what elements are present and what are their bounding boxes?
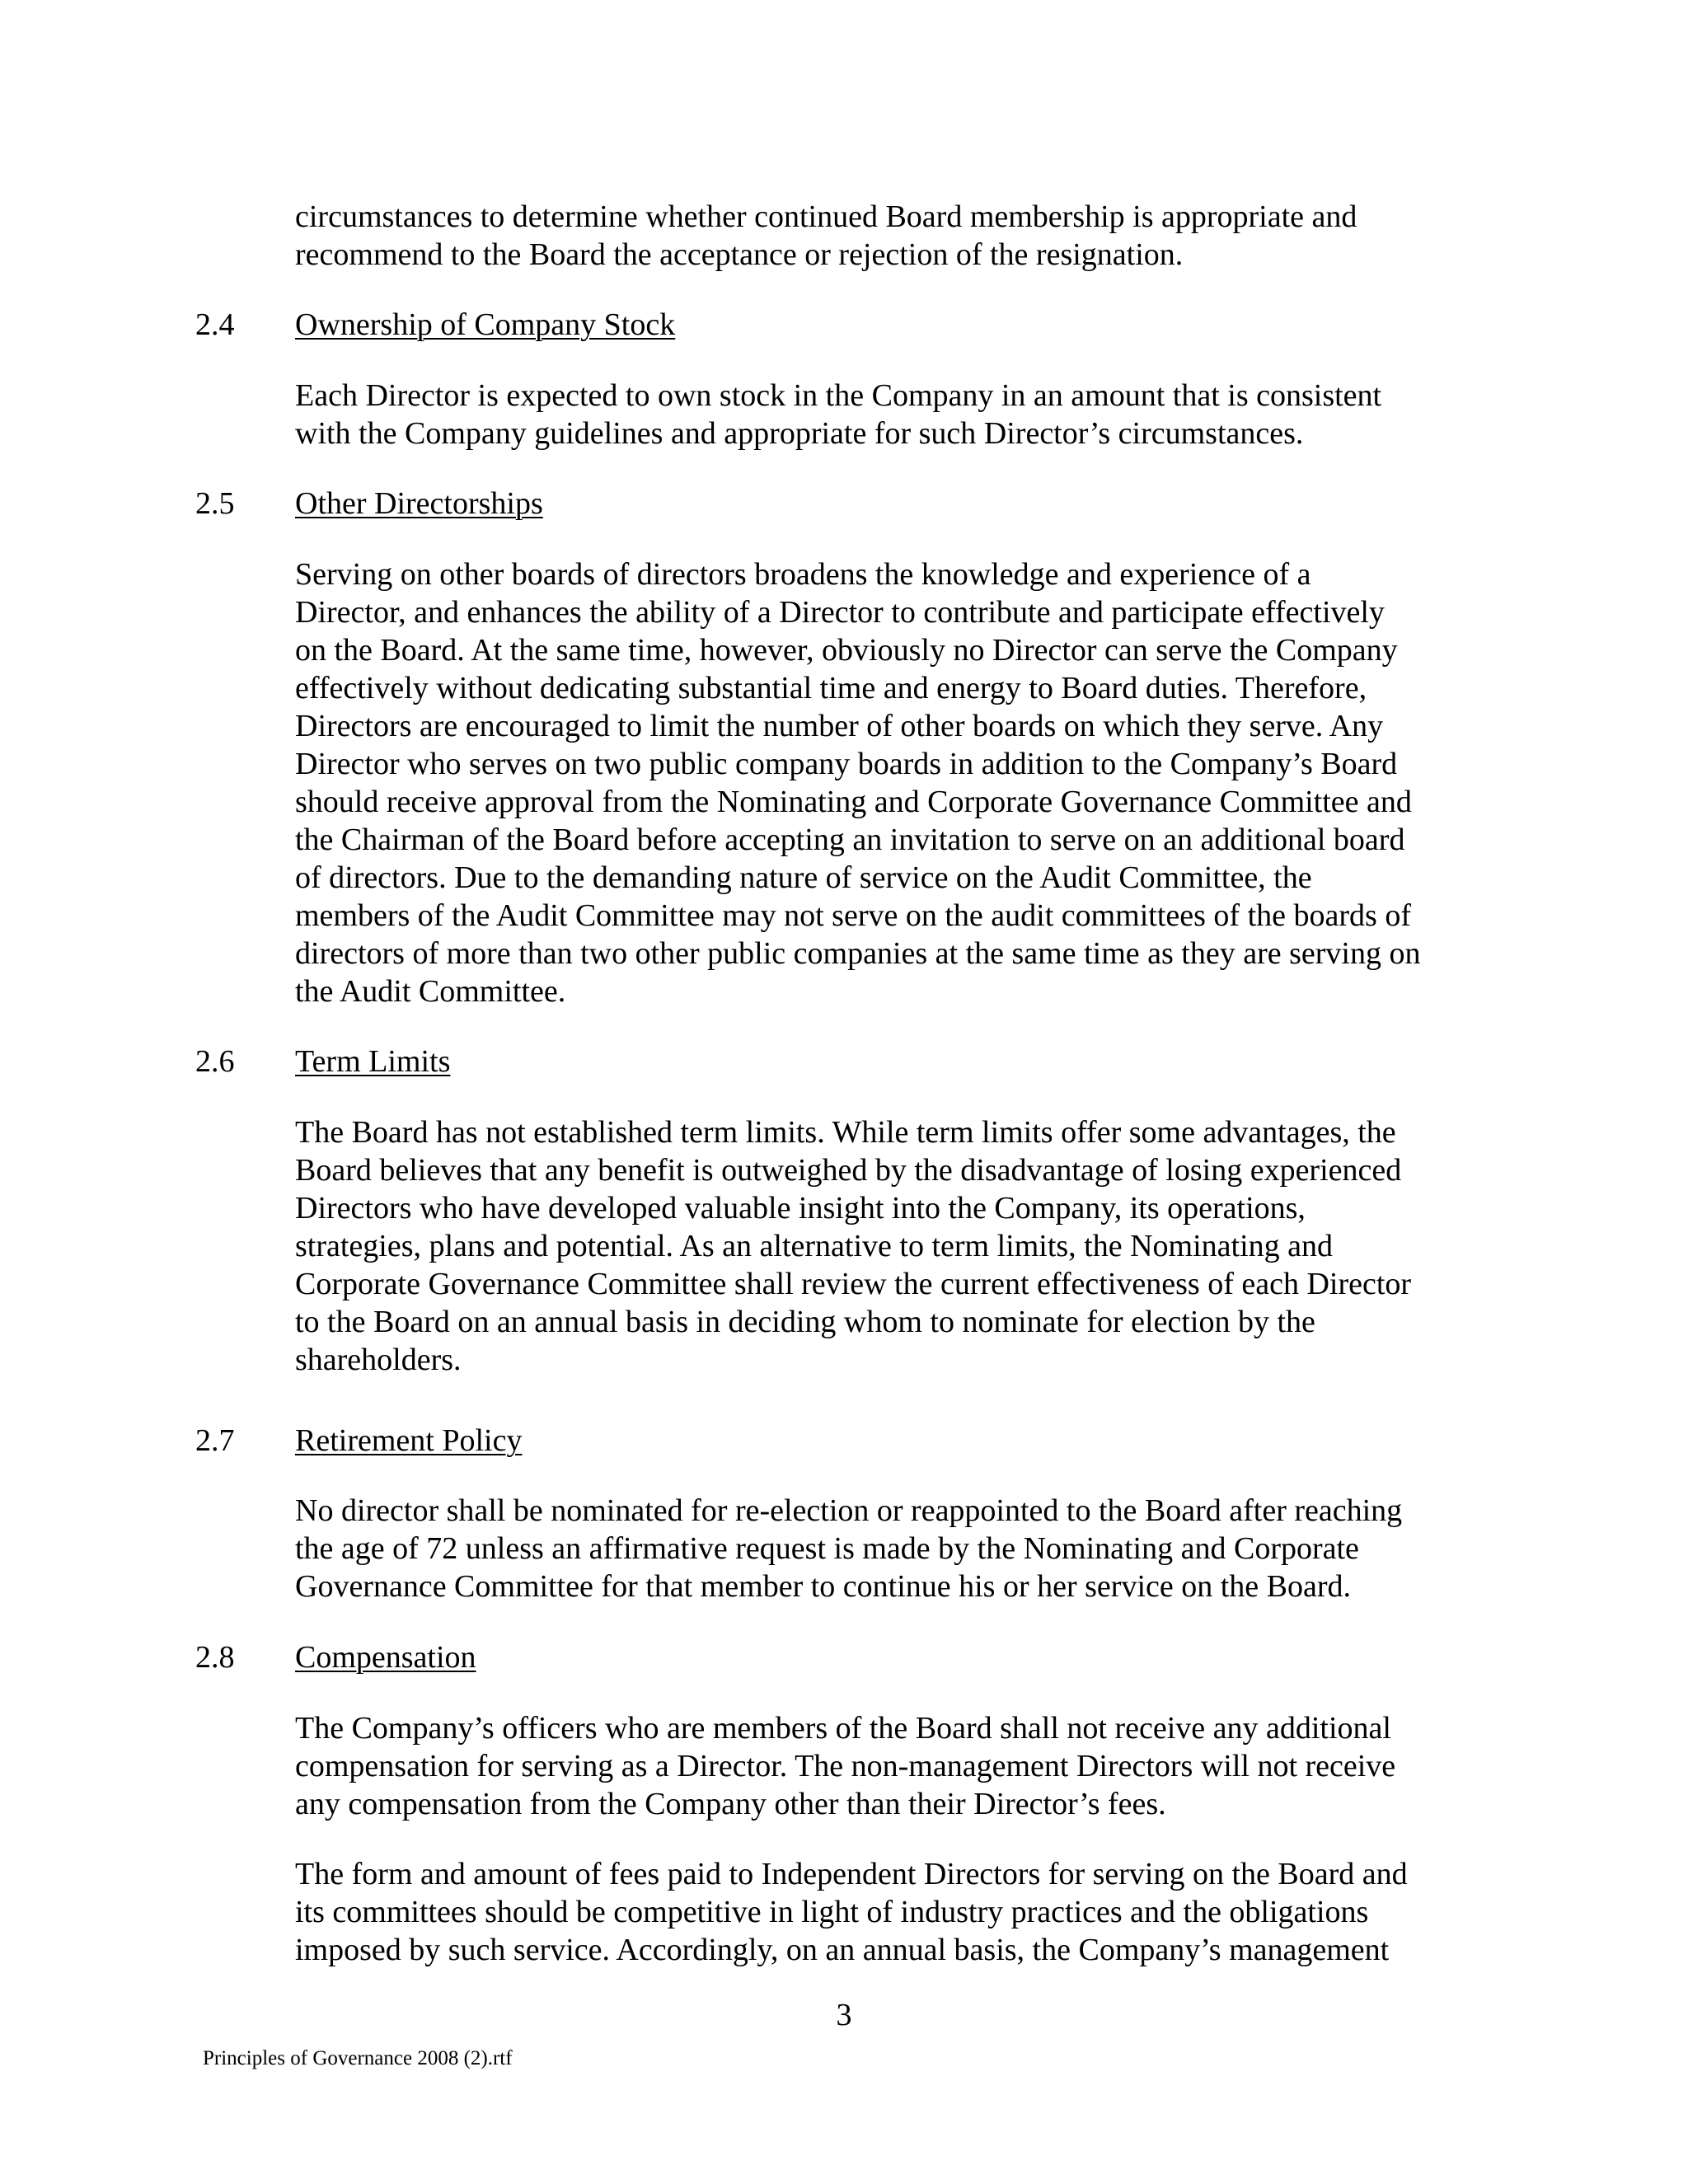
section-heading-other-directorships: Other Directorships (295, 486, 543, 521)
section-heading-ownership-of-company-stock: Ownership of Company Stock (295, 307, 676, 342)
section-heading-compensation: Compensation (295, 1640, 476, 1675)
intro-paragraph: circumstances to determine whether continued Board membership is appropriate and recommend to the Board the acceptance or rejection of the resignation. (295, 199, 1357, 272)
page-number: 3 (836, 1998, 852, 2032)
section-number-2-5: 2.5 (195, 486, 235, 521)
section-heading-term-limits: Term Limits (295, 1044, 451, 1079)
section-2-8-paragraph-2: The form and amount of fees paid to Independent Directors for serving on the Board and its committees should be competitive in light of industry practices and the obligations imposed by such service. Accordingly, on an annual basis, the Company’s management (295, 1857, 1408, 1967)
section-number-2-7: 2.7 (195, 1423, 235, 1458)
section-2-5-paragraph: Serving on other boards of directors broadens the knowledge and experience of a Director, and enhances the ability of a Director to contribute and participate effectively on the Board. At the same time, however, obviously no Director can serve the Company effectively without dedicating substantial time and energy to Board duties. Therefore, Directors are encouraged to limit the number of other boards on which they serve. Any Director who serves on two public company boards in addition to the Company’s Board should receive approval from the Nominating and Corporate Governance Committee and the Chairman of the Board before accepting an invitation to serve on an additional board of directors. Due to the demanding nature of service on the Audit Committee, the members of the Audit Committee may not serve on the audit committees of the boards of directors of more than two other public companies at the same time as they are serving on the Audit Committee. (295, 557, 1421, 1009)
section-2-7-paragraph: No director shall be nominated for re-election or reappointed to the Board after reaching the age of 72 unless an affirmative request is made by the Nominating and Corporate Governance Committee for that member to continue his or her service on the Board. (295, 1493, 1403, 1604)
section-2-4-paragraph: Each Director is expected to own stock in the Company in an amount that is consistent with the Company guidelines and appropriate for such Director’s circumstances. (295, 378, 1382, 451)
section-2-6-paragraph: The Board has not established term limits. While term limits offer some advantages, the Board believes that any benefit is outweighed by the disadvantage of losing experienced Directors who have developed valuable insight into the Company, its operations, strategies, plans and potential. As an alternative to term limits, the Nominating and Corporate Governance Committee shall review the current effectiveness of each Director to the Board on an annual basis in deciding whom to nominate for election by the shareholders. (295, 1115, 1412, 1377)
section-number-2-8: 2.8 (195, 1640, 235, 1675)
section-number-2-4: 2.4 (195, 307, 235, 342)
section-2-8-paragraph-1: The Company’s officers who are members of the Board shall not receive any additional compensation for serving as a Director. The non-management Directors will not receive any compensation from the Company other than their Director’s fees. (295, 1711, 1396, 1821)
section-number-2-6: 2.6 (195, 1044, 235, 1079)
section-heading-retirement-policy: Retirement Policy (295, 1423, 523, 1458)
footer-filename: Principles of Governance 2008 (2).rtf (203, 2047, 513, 2069)
